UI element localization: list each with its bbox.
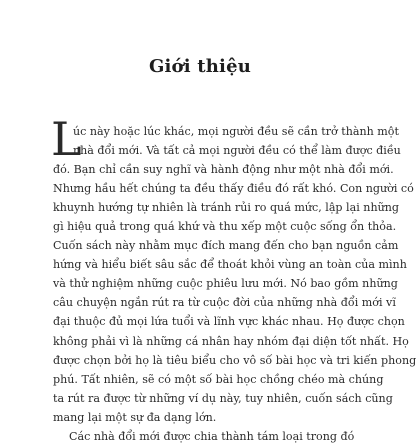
text-line: Nhưng hầu hết chúng ta đều thấy điều đó rất khó. Con người có xyxy=(53,182,414,196)
text-line: ta rút ra được từ những ví dụ này, tuy nhiên, cuốn sách cũng xyxy=(53,391,393,405)
text-line: không phải vì là những cá nhân hay nhóm đại diện tốt nhất. Họ xyxy=(53,334,409,348)
text-line: Các nhà đổi mới được chia thành tám loại trong đó xyxy=(69,429,355,443)
text-line: hứng và hiểu biết sâu sắc để thoát khỏi vùng an toàn của mình xyxy=(53,258,407,272)
text-line: úc này hoặc lúc khác, mọi người đều sẽ cần trở thành một xyxy=(73,125,399,138)
text-line: phú. Tất nhiên, sẽ có một số bài học chồng chéo mà chúng xyxy=(53,372,384,386)
text-line: và thử nghiệm những cuộc phiêu lưu mới. Nó bao gồm những xyxy=(53,277,398,291)
chapter-title: Giới thiệu xyxy=(148,56,252,77)
text-line: đó. Bạn chỉ cần suy nghĩ và hành động như một nhà đổi mới. xyxy=(53,163,394,177)
text-line: được chọn bởi họ là tiêu biểu cho vô số bài học và tri kiến phong xyxy=(53,353,416,367)
text-line: Cuốn sách này nhằm mục đích mang đến cho bạn nguồn cảm xyxy=(53,239,399,253)
text-line: gì hiệu quả trong quá khứ và thu xếp một cuộc sống ổn thỏa. xyxy=(53,220,397,234)
body-text xyxy=(51,112,416,446)
text-line: câu chuyện ngắn rút ra từ cuộc đời của những nhà đổi mới vĩ xyxy=(53,296,396,310)
text-line: khuynh hướng tự nhiên là tránh rủi ro quá mức, lập lại những xyxy=(53,201,399,215)
text-line: đại thuộc đủ mọi lứa tuổi và lĩnh vực khác nhau. Họ được chọn xyxy=(53,315,405,329)
text-line: mang lại một sự đa dạng lớn. xyxy=(53,410,217,424)
drop-cap-letter: L xyxy=(51,112,82,166)
text-line: nhà đổi mới. Và tất cả mọi người đều có thể làm được điều xyxy=(73,144,401,158)
